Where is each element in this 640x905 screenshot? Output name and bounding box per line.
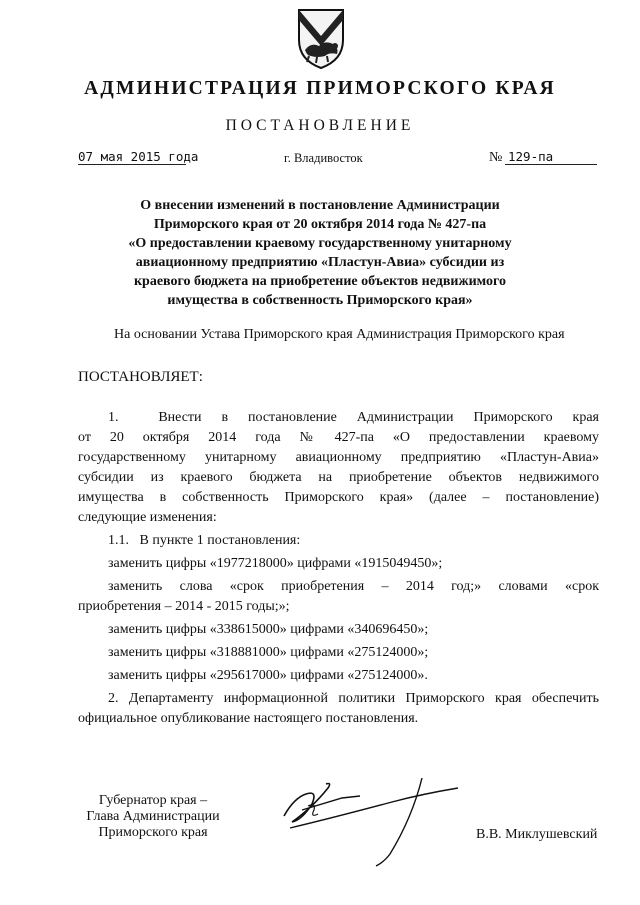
signer-position — [78, 793, 228, 841]
date-underline — [78, 164, 186, 165]
title-line: авиационному предприятию «Пластун-Авиа» субсидии из — [135, 255, 505, 270]
change-3: заменить цифры «338615000» цифрами «340696450»; — [108, 622, 429, 637]
organization-name: АДМИНИСТРАЦИЯ ПРИМОРСКОГО КРАЯ — [84, 78, 556, 99]
title-line: краевого бюджета на приобретение объектов недвижимого — [133, 274, 507, 289]
paragraph-1-line: субсидии из краевого бюджета на приобретение объектов недвижимого — [78, 470, 599, 485]
change-2-line-1: заменить слова «срок приобретения – 2014 год;» словами «срок — [108, 579, 599, 594]
title-line: «О предоставлении краевому государственному унитарному — [128, 236, 512, 251]
change-4: заменить цифры «318881000» цифрами «275124000»; — [108, 645, 429, 660]
paragraph-1-line: от 20 октября 2014 года № 427-па «О предоставлении краевому — [78, 430, 599, 445]
document-city: г. Владивосток — [284, 151, 363, 165]
number-underline — [505, 164, 597, 165]
legal-basis: На основании Устава Приморского края Администрация Приморского края — [114, 327, 565, 342]
position-line: Губернатор края – — [98, 793, 208, 808]
change-5: заменить цифры «295617000» цифрами «275124000». — [108, 668, 428, 683]
coat-of-arms-icon — [295, 6, 347, 70]
subitem-1-1: 1.1. В пункте 1 постановления: — [108, 533, 301, 548]
change-2-line-2: приобретения – 2014 - 2015 годы;»; — [78, 599, 290, 614]
document-type: ПОСТАНОВЛЕНИЕ — [225, 117, 415, 134]
number-sign: № — [489, 150, 503, 165]
signer-name: В.В. Миклушевский — [476, 827, 598, 842]
position-line: Глава Администрации — [86, 809, 220, 824]
paragraph-1-line: 1. Внести в постановление Администрации Приморского края — [108, 410, 599, 425]
paragraph-2-line-1: 2. Департаменту информационной политики Приморского края обеспечить — [108, 691, 599, 706]
decree-word: ПОСТАНОВЛЯЕТ: — [78, 369, 203, 385]
change-1: заменить цифры «1977218000» цифрами «1915049450»; — [108, 556, 443, 571]
document-number: 129-па — [508, 149, 554, 164]
document-body — [78, 408, 599, 729]
paragraph-2-line-2: официальное опубликование настоящего постановления. — [78, 711, 419, 726]
title-line: имущества в собственность Приморского края» — [167, 293, 473, 308]
title-line: Приморского края от 20 октября 2014 года № 427-па — [153, 217, 487, 232]
handwritten-signature — [272, 758, 462, 868]
title-line: О внесении изменений в постановление Администрации — [140, 198, 500, 213]
document-date: 07 мая 2015 года — [78, 149, 199, 164]
document-title — [100, 196, 540, 310]
paragraph-1-last-line: следующие изменения: — [78, 510, 217, 525]
paragraph-1-line: государственному унитарному авиационному предприятию «Пластун-Авиа» — [78, 450, 599, 465]
position-line: Приморского края — [98, 825, 208, 840]
paragraph-1-line: имущества в собственность Приморского края» (далее – постановление) — [78, 490, 599, 505]
